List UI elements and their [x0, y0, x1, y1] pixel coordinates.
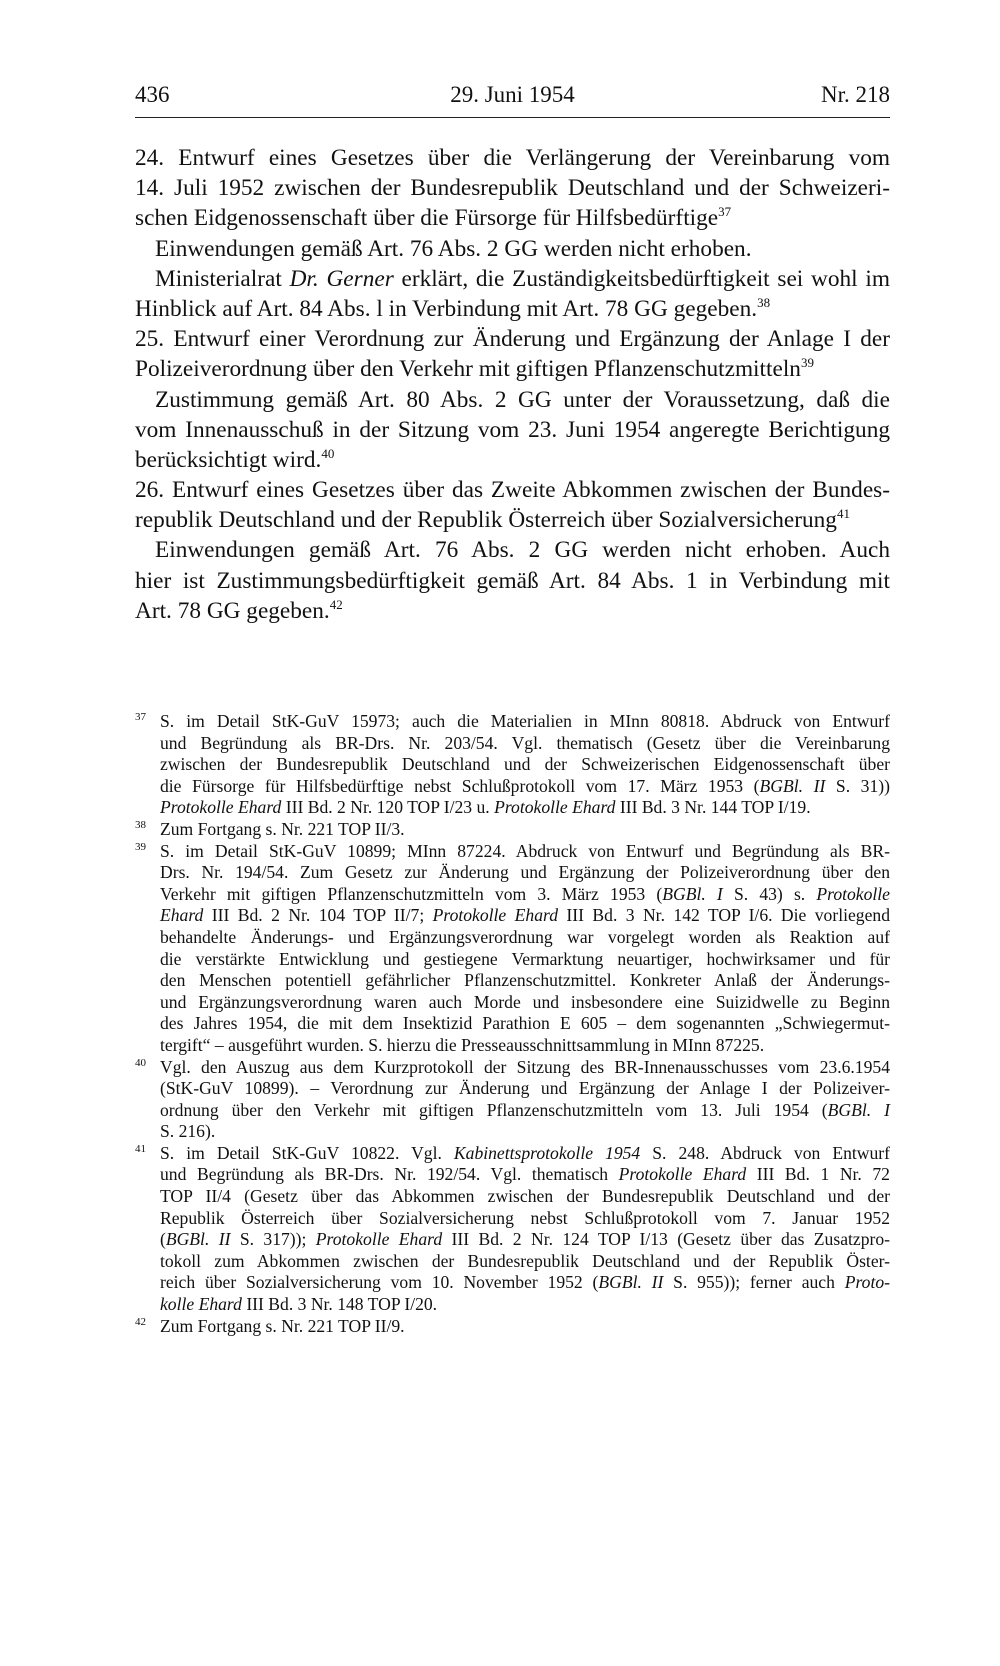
citation-title: Protokolle Ehard: [315, 1229, 443, 1250]
text-run: S. 31)): [825, 775, 890, 796]
text-run: vom Innenausschuß in der Sitzung vom 23. Juni 1954 angeregte Berichtigung: [135, 416, 890, 443]
text-run: III Bd. 1 Nr. 72: [746, 1164, 890, 1185]
text-run: TOP II/4 (Gesetz über das Abkommen zwischen der Bundesrepublik Deutschland und der: [160, 1186, 890, 1207]
text-run: Zum Fortgang s. Nr. 221 TOP II/3.: [160, 818, 405, 839]
text-run: tergift“ – ausgeführt wurden. S. hierzu die Presseausschnittsammlung in MInn 87225.: [160, 1034, 765, 1055]
footnotes: [135, 711, 890, 1337]
footnote-line: [160, 1208, 890, 1230]
text-run: Verkehr mit giftigen Pflanzenschutzmitteln vom 3. März 1953 (: [160, 883, 663, 904]
text-run: III Bd. 2 Nr. 124 TOP I/13 (Gesetz über das Zusatzpro-: [442, 1229, 891, 1250]
citation-title: BGBl. II: [165, 1229, 231, 1250]
text-run: hier ist Zustimmungsbedürftigkeit gemäß Art. 84 Abs. 1 in Verbindung mit: [135, 567, 890, 594]
text-run: Ministerialrat: [155, 265, 290, 292]
text-run: Polizeiverordnung über den Verkehr mit giftigen Pflanzenschutzmitteln: [135, 356, 801, 383]
text-run: die Fürsorge für Hilfsbedürftige nebst Schlußprotokoll vom 17. März 1953 (: [160, 775, 760, 796]
footnote-38: [135, 819, 890, 841]
text-line: [135, 566, 890, 596]
text-line: [135, 294, 890, 324]
footnote-reference[interactable]: 38: [757, 294, 771, 310]
text-line: [135, 385, 890, 415]
text-line: [135, 505, 890, 535]
text-run: S. im Detail StK-GuV 10822. Vgl.: [160, 1142, 454, 1163]
text-run: III Bd. 3 Nr. 144 TOP I/19.: [615, 797, 811, 818]
footnote-line: [160, 884, 890, 906]
text-run: und Begründung als BR-Drs. Nr. 203/54. Vgl. thematisch (Gesetz über die Vereinbarung: [160, 732, 890, 753]
text-run: Zum Fortgang s. Nr. 221 TOP II/9.: [160, 1315, 405, 1336]
footnote-line: [160, 711, 890, 733]
footnote-line: [160, 927, 890, 949]
footnote-line: [160, 841, 890, 863]
footnote-number: 39: [135, 840, 146, 853]
footnote-line: [160, 862, 890, 884]
text-line: [135, 445, 890, 475]
citation-title: Kabinettsprotokolle 1954: [453, 1142, 641, 1163]
text-line: [135, 535, 890, 565]
text-run: S. im Detail StK-GuV 15973; auch die Materialien in MInn 80818. Abdruck von Entwurf: [160, 711, 890, 731]
footnote-line: [160, 797, 890, 819]
text-run: S. 216).: [160, 1121, 216, 1142]
text-run: S. 955)); ferner auch: [663, 1272, 845, 1293]
footnote-line: [160, 1078, 890, 1100]
text-run: republik Deutschland und der Republik Österreich über Sozialversicherung: [135, 507, 837, 534]
footnote-line: [160, 1251, 890, 1273]
footnote-37: [135, 711, 890, 819]
citation-title: Protokolle Ehard: [432, 905, 558, 926]
footnote-number: 42: [135, 1315, 146, 1328]
footnote-40: [135, 1057, 890, 1143]
text-run: III Bd. 3 Nr. 148 TOP I/20.: [241, 1294, 438, 1315]
text-run: 26. Entwurf eines Gesetzes über das Zweite Abkommen zwischen der Bundes-: [135, 477, 890, 504]
footnote-line: [160, 1035, 890, 1057]
citation-title: BGBl. I: [827, 1099, 890, 1120]
text-run: Hinblick auf Art. 84 Abs. l in Verbindung mit Art. 78 GG gegeben.: [135, 295, 758, 322]
footnote-line: [160, 1272, 890, 1294]
text-run: III Bd. 3 Nr. 142 TOP I/6. Die vorliegend: [558, 905, 890, 926]
text-run: (: [160, 1229, 166, 1250]
text-run: des Jahres 1954, die mit dem Insektizid Parathion E 605 – dem sogenannten „Schwiegermut-: [160, 1013, 890, 1034]
text-run: Einwendungen gemäß Art. 76 Abs. 2 GG werden nicht erhoben.: [155, 235, 752, 262]
text-run: 14. Juli 1952 zwischen der Bundesrepublik Deutschland und der Schweizeri-: [135, 175, 890, 202]
italic-name: Dr. Gerner: [289, 265, 394, 292]
running-header: [135, 82, 890, 116]
text-line: [135, 234, 890, 264]
text-run: 25. Entwurf einer Verordnung zur Änderung und Ergänzung der Anlage I der: [135, 326, 890, 353]
text-run: S. im Detail StK-GuV 10899; MInn 87224. Abdruck von Entwurf und Begründung als BR-: [160, 840, 890, 861]
footnote-line: [160, 1294, 890, 1316]
citation-title: Protokolle Ehard: [618, 1164, 747, 1185]
citation-title: BGBl. I: [662, 883, 723, 904]
footnote-42: [135, 1316, 890, 1338]
page-number: 436: [135, 82, 170, 107]
footnote-number: 41: [135, 1142, 146, 1155]
footnote-line: [160, 754, 890, 776]
citation-title: Protokolle: [816, 883, 890, 904]
text-line: [135, 596, 890, 626]
text-run: Drs. Nr. 194/54. Zum Gesetz zur Änderung und Ergänzung der Polizeiverordnung über den: [160, 862, 890, 883]
text-run: ordnung über den Verkehr mit giftigen Pflanzenschutzmitteln vom 13. Juli 1954 (: [160, 1099, 828, 1120]
footnote-line: [160, 1100, 890, 1122]
text-run: reich über Sozialversicherung vom 10. November 1952 (: [160, 1272, 599, 1293]
text-run: behandelte Änderungs- und Ergänzungsverordnung war vorgelegt worden als Reaktion auf: [160, 926, 890, 947]
text-run: III Bd. 2 Nr. 104 TOP II/7;: [203, 905, 433, 926]
footnote-line: [160, 992, 890, 1014]
text-run: tokoll zum Abkommen zwischen der Bundesrepublik Deutschland und der Republik Öster-: [160, 1250, 890, 1271]
footnote-reference[interactable]: 42: [329, 596, 343, 612]
text-run: und Ergänzungsverordnung waren auch Morde und insbesondere eine Suizidwelle zu Beginn: [160, 991, 890, 1012]
text-run: berücksichtigt wird.: [135, 446, 322, 473]
footnote-39: [135, 841, 890, 1057]
text-run: erklärt, die Zuständigkeitsbedürftigkeit sei wohl im: [393, 265, 890, 292]
text-run: den Menschen potentiell gefährlicher Pflanzenschutzmittel. Konkreter Anlaß der Änderungs-: [160, 970, 890, 991]
footnote-line: [160, 819, 890, 841]
main-text: [135, 143, 890, 626]
footnote-line: [160, 1186, 890, 1208]
text-line: [135, 203, 890, 233]
footnote-line: [160, 1229, 890, 1251]
footnote-reference[interactable]: 40: [321, 445, 335, 461]
footnote-number: 37: [135, 711, 146, 723]
text-line: [135, 173, 890, 203]
citation-title: BGBl. II: [759, 775, 826, 796]
footnote-41: [135, 1143, 890, 1316]
text-line: [135, 143, 890, 173]
text-run: Vgl. den Auszug aus dem Kurzprotokoll der Sitzung des BR-Innenausschusses vom 23.6.1954: [160, 1056, 890, 1077]
text-line: [135, 324, 890, 354]
text-run: III Bd. 2 Nr. 120 TOP I/23 u.: [281, 797, 495, 818]
footnote-line: [160, 970, 890, 992]
citation-title: kolle Ehard: [160, 1294, 242, 1315]
footnote-line: [160, 905, 890, 927]
citation-title: Protokolle Ehard: [494, 797, 616, 818]
citation-title: Ehard: [160, 905, 204, 926]
text-line: [135, 354, 890, 384]
footnote-reference[interactable]: 39: [800, 355, 814, 371]
text-run: und Begründung als BR-Drs. Nr. 192/54. Vgl. thematisch: [160, 1164, 619, 1185]
text-run: Republik Österreich über Sozialversicherung nebst Schlußprotokoll vom 7. Januar 1952: [160, 1207, 890, 1228]
text-run: S. 43) s.: [722, 883, 817, 904]
footnote-line: [160, 1164, 890, 1186]
footnote-reference[interactable]: 41: [836, 506, 850, 522]
text-line: [135, 415, 890, 445]
footnote-line: [160, 949, 890, 971]
text-run: 24. Entwurf eines Gesetzes über die Verlängerung der Vereinbarung vom: [135, 145, 890, 171]
text-run: Einwendungen gemäß Art. 76 Abs. 2 GG werden nicht erhoben. Auch: [155, 537, 890, 564]
text-run: schen Eidgenossenschaft über die Fürsorge für Hilfsbedürftige: [135, 205, 719, 232]
footnote-line: [160, 1121, 890, 1143]
text-run: S. 248. Abdruck von Entwurf: [640, 1142, 890, 1163]
text-run: S. 317));: [230, 1229, 316, 1250]
footnote-number: 38: [135, 818, 146, 831]
text-run: Zustimmung gemäß Art. 80 Abs. 2 GG unter der Voraussetzung, daß die: [155, 386, 890, 413]
text-line: [135, 475, 890, 505]
footnote-line: [160, 1013, 890, 1035]
text-run: die verstärkte Entwicklung und gestiegene Vermarktung neuartiger, hochwirksamer und für: [160, 948, 890, 969]
citation-title: Protokolle Ehard: [160, 797, 282, 818]
text-run: (StK-GuV 10899). – Verordnung zur Änderung und Ergänzung der Anlage I der Polizeiver-: [160, 1078, 890, 1099]
footnote-number: 40: [135, 1056, 146, 1069]
footnote-line: [160, 1057, 890, 1079]
footnote-line: [160, 733, 890, 755]
text-run: Art. 78 GG gegeben.: [135, 597, 330, 624]
citation-title: Proto-: [844, 1272, 890, 1293]
footnote-line: [160, 1143, 890, 1165]
footnote-line: [160, 1316, 890, 1338]
text-line: [135, 264, 890, 294]
footnote-line: [160, 776, 890, 798]
header-date: 29. Juni 1954: [450, 82, 575, 107]
document-number: Nr. 218: [821, 82, 890, 107]
header-rule: [135, 117, 890, 118]
footnote-reference[interactable]: 37: [718, 204, 732, 220]
text-run: zwischen der Bundesrepublik Deutschland und der Schweizerischen Eidgenossenschaft über: [160, 754, 890, 775]
citation-title: BGBl. II: [598, 1272, 664, 1293]
